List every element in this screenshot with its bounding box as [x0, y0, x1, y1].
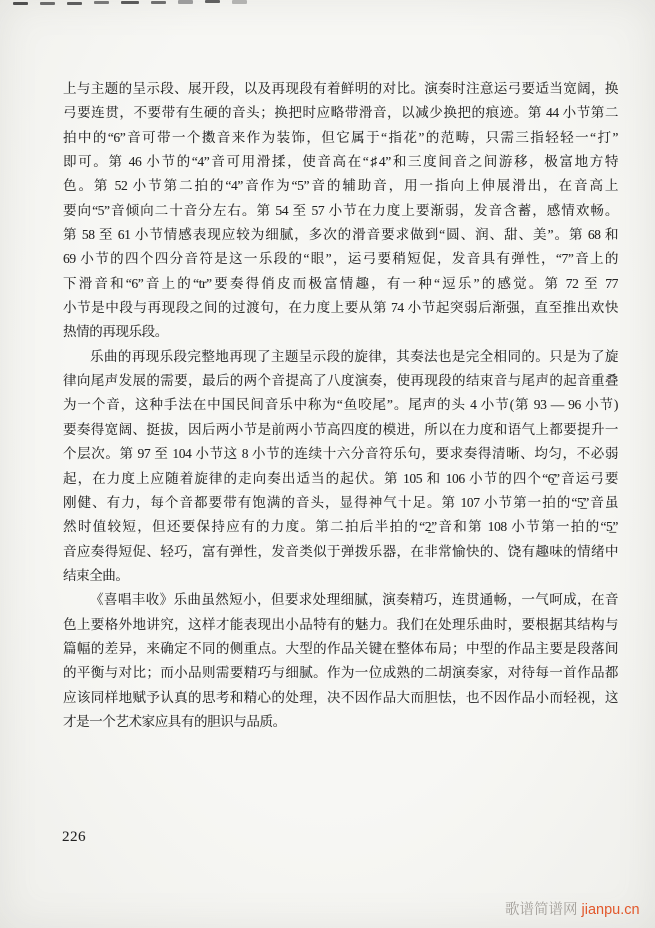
watermark-site-url: jianpu.cn	[581, 902, 640, 918]
text-line: 要奏得宽阔、挺拔，因后两小节是前两小节高四度的模进，所以在力度和语气上都要提升一	[63, 421, 618, 437]
text-line: 律向尾声发展的需要，最后的两个音提高了八度演奏，使再现段的结束音与尾声的起音重叠	[63, 373, 618, 389]
text-line: 乐曲的再现乐段完整地再现了主题呈示段的旋律，其奏法也是完全相同的。只是为了旋	[90, 348, 618, 364]
text-line: 即可。第 46 小节的“4”音可用滑揉，使音高在“♯4”和三度间音之间游移，极富地方特	[63, 154, 618, 170]
text-line: 小节是中段与再现段之间的过渡句，在力度上要从第 74 小节起突弱后渐强，直至推出欢快	[63, 300, 618, 316]
body-text	[63, 77, 618, 734]
text-line: 69 小节的四个四分音符是这一乐段的“眼”，运弓要稍短促，发音具有弹性，“7”音上的	[63, 251, 618, 267]
text-line: 起，在力度上应随着旋律的走向奏出适当的起伏。第 105 和 106 小节的四个“6̲̇”音运弓要	[63, 470, 618, 486]
scan-artifact-dash	[232, 0, 247, 4]
text-line: 第 58 至 61 小节情感表现应较为细腻，多次的滑音要求做到“圆、润、甜、美”。第 68 和	[63, 227, 618, 243]
text-line: 弓要连贯，不要带有生硬的音头；换把时应略带滑音，以减少换把的痕迹。第 44 小节第二	[63, 105, 618, 121]
scan-artifact-dash	[94, 1, 109, 4]
text-line: 色上要格外地讲究，这样才能表现出小品特有的魅力。我们在处理乐曲时，要根据其结构与	[63, 616, 618, 632]
watermark-site-name: 歌谱简谱网	[505, 902, 578, 918]
text-line: 然时值较短，但还要保持应有的力度。第二拍后半拍的“2̲”音和第 108 小节第一拍的“5̲”	[63, 519, 618, 535]
watermark	[505, 898, 640, 919]
scan-artifact-dash	[178, 0, 193, 4]
page-number: 226	[62, 829, 86, 845]
text-line: 篇幅的差异，来确定不同的侧重点。大型的作品关键在整体布局；中型的作品主要是段落间	[63, 640, 618, 656]
scan-artifact-dashes	[13, 2, 247, 6]
text-line: 音应奏得短促、轻巧，富有弹性，发音类似于弹拨乐器，在非常愉快的、饶有趣味的情绪中	[63, 543, 618, 559]
text-line: 才是一个艺术家应具有的胆识与品质。	[63, 713, 286, 729]
scan-artifact-dash	[121, 1, 139, 4]
text-line: 《喜唱丰收》乐曲虽然短小，但要求处理细腻，演奏精巧，连贯通畅，一气呵成，在音	[90, 592, 618, 608]
text-line: 个层次。第 97 至 104 小节这 8 小节的连续十六分音符乐句，要求奏得清晰、均匀，不必弱	[63, 446, 618, 462]
text-line: 上与主题的呈示段、展开段，以及再现段有着鲜明的对比。演奏时注意运弓要适当宽阔，换	[63, 81, 618, 96]
text-line: 应该同样地赋予认真的思考和精心的处理，决不因作品大而胆怯，也不因作品小而轻视，这	[63, 689, 618, 705]
text-line: 拍中的“6”音可带一个擞音来作为装饰，但它属于“指花”的范畴，只需三指轻轻一“打”	[63, 129, 618, 145]
scan-artifact-dash	[67, 2, 82, 5]
text-line: 为一个音，这种手法在中国民间音乐中称为“鱼咬尾”。尾声的头 4 小节(第 93 — 96 小节)	[63, 397, 618, 413]
text-line: 色。第 52 小节第二拍的“4”音作为“5”音的辅助音，用一指向上伸展滑出，在音高上	[63, 178, 618, 194]
scan-artifact-dash	[151, 1, 166, 4]
text-line: 结束全曲。	[63, 567, 129, 583]
scan-artifact-dash	[205, 0, 220, 3]
text-line: 要向“5”音倾向二十音分左右。第 54 至 57 小节在力度上要渐弱，发音含蓄，感情欢畅。	[63, 202, 618, 218]
scan-artifact-dash	[13, 2, 28, 5]
text-line: 热情的再现乐段。	[63, 324, 168, 340]
scan-artifact-dash	[40, 2, 55, 5]
text-line: 下滑音和“6”音上的“tr”要奏得俏皮而极富情趣，有一种“逗乐”的感觉。第 72 至 77	[63, 275, 618, 291]
text-line: 的平衡与对比；而小品则需要精巧与细腻。作为一位成熟的二胡演奏家，对待每一首作品都	[63, 665, 618, 681]
text-line: 刚健、有力，每个音都要带有饱满的音头，显得神气十足。第 107 小节第一拍的“5̲̇”音虽	[63, 494, 618, 510]
